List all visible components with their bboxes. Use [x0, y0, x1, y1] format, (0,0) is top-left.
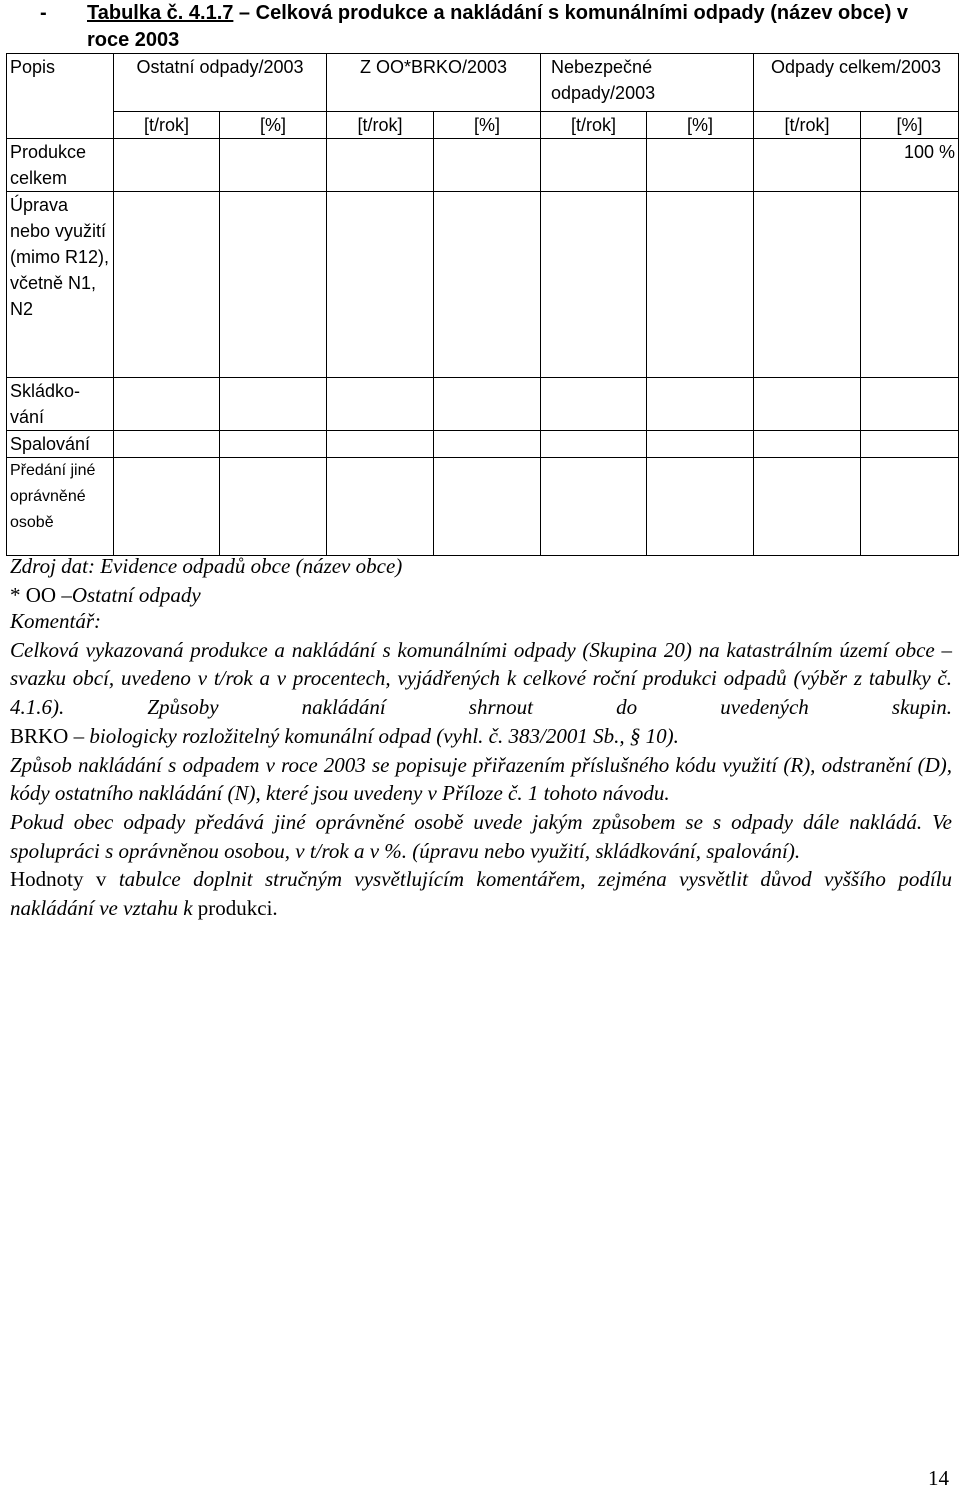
- source-note: [10, 552, 402, 610]
- table-cell: [861, 192, 959, 378]
- table-cell: [114, 139, 220, 192]
- comment-text: BRKO –: [10, 723, 85, 748]
- table-cell: [114, 378, 220, 431]
- table-cell: [647, 458, 754, 556]
- unit-cell: [t/rok]: [327, 112, 434, 139]
- comment-text: Celková vykazovaná produkce a nakládání s komunálními odpady (Skupina 20) na katastrálním území obce – svazku obcí, uvedeno v t/rok a v procentech, vyjádřených k celkové roční produkci odpadů (výběr z tabulky č. 4.1.6).: [10, 637, 952, 720]
- comment-paragraph: [10, 865, 952, 922]
- unit-cell: [%]: [647, 112, 754, 139]
- units-row: [7, 112, 959, 139]
- table-cell: [647, 431, 754, 458]
- footnote-text: Ostatní odpady: [71, 583, 201, 607]
- footnote-marker: * OO –: [10, 583, 72, 607]
- table-cell: [327, 458, 434, 556]
- caption-dash: -: [40, 2, 47, 24]
- caption-text: Celková produkce a nakládání s komunálními odpady (název obce) v roce 2003: [87, 2, 909, 51]
- row-label-uprava: Úprava nebo využití (mimo R12), včetně N1, N2: [7, 192, 114, 378]
- row-predani: [7, 458, 959, 556]
- row-label-skladkovani: Skládko-vání: [7, 378, 114, 431]
- table-cell: [327, 378, 434, 431]
- source-line: Zdroj dat: Evidence odpadů obce (název obce): [10, 554, 403, 578]
- table-cell: [114, 192, 220, 378]
- table-cell: [861, 431, 959, 458]
- row-spalovani: [7, 431, 959, 458]
- header-nebezpecne: Nebezpečné odpady/2003: [541, 54, 754, 112]
- table-cell: [434, 458, 541, 556]
- table-cell: [754, 431, 861, 458]
- header-brko: Z OO*BRKO/2003: [327, 54, 541, 112]
- table-cell: [434, 139, 541, 192]
- comment-text: Hodnoty v: [10, 867, 107, 892]
- header-ostatni: Ostatní odpady/2003: [114, 54, 327, 112]
- table-cell: [220, 139, 327, 192]
- header-celkem: Odpady celkem/2003: [754, 54, 959, 112]
- comment-text: biologicky rozložitelný komunální odpad (vyhl. č. 383/2001 Sb., § 10).: [89, 723, 679, 748]
- table-cell: [754, 458, 861, 556]
- table-cell: [541, 192, 647, 378]
- table-cell: [541, 431, 647, 458]
- unit-cell: [t/rok]: [754, 112, 861, 139]
- table-cell: [754, 192, 861, 378]
- table-cell: [434, 431, 541, 458]
- table-cell: [327, 431, 434, 458]
- row-produkce: [7, 139, 959, 192]
- comment-text: produkci.: [197, 896, 278, 921]
- row-label-spalovani: Spalování: [7, 431, 114, 458]
- waste-table: [6, 53, 959, 556]
- table-cell: [861, 458, 959, 556]
- unit-cell: [%]: [434, 112, 541, 139]
- table-cell: [434, 192, 541, 378]
- comment-text: tabulce doplnit stručným vysvětlujícím komentářem, zejména vysvětlit důvod vyššího podílu nakládání ve vztahu k: [10, 867, 952, 921]
- header-popis: Popis: [7, 54, 114, 139]
- comment-paragraph: [10, 636, 952, 722]
- table-cell: [647, 378, 754, 431]
- comment-paragraph: [10, 722, 952, 751]
- table-cell: [541, 378, 647, 431]
- row-label-produkce: Produkce celkem: [7, 139, 114, 192]
- header-row: [7, 54, 959, 112]
- comment-section: [10, 607, 952, 923]
- unit-cell: [t/rok]: [114, 112, 220, 139]
- table-cell: [327, 139, 434, 192]
- produkce-total-pct: 100 %: [861, 139, 959, 192]
- table-cell: [220, 192, 327, 378]
- comment-heading: Komentář:: [10, 609, 101, 633]
- comment-text: Způsoby nakládání shrnout do uvedených skupin.: [147, 695, 952, 720]
- comment-paragraph: Pokud obec odpady předává jiné oprávněné osobě uvede jakým způsobem se s odpady dále nakládá. Ve spolupráci s oprávněnou osobou, v t/rok a v %. (úpravu nebo využití, skládkování, spalování).: [10, 809, 952, 863]
- row-label-predani: Předání jiné oprávněné osobě: [7, 458, 114, 556]
- table-cell: [114, 431, 220, 458]
- table-cell: [541, 139, 647, 192]
- caption-number: Tabulka č. 4.1.7: [87, 2, 234, 24]
- unit-cell: [%]: [861, 112, 959, 139]
- table-cell: [861, 378, 959, 431]
- page-number: 14: [928, 1466, 949, 1490]
- table-cell: [220, 458, 327, 556]
- table-cell: [220, 378, 327, 431]
- comment-paragraph: Způsob nakládání s odpadem v roce 2003 se popisuje přiřazením příslušného kódu využití (R), odstranění (D), kódy ostatního nakládání (N), které jsou uvedeny v Příloze č. 1 tohoto návodu.: [10, 752, 952, 806]
- table-cell: [327, 192, 434, 378]
- table-cell: [754, 378, 861, 431]
- table-cell: [541, 458, 647, 556]
- unit-cell: [t/rok]: [541, 112, 647, 139]
- table-caption: - Tabulka č. 4.1.7 – Celková produkce a nakládání s komunálními odpady (název obce) v roce 2003: [40, 2, 909, 51]
- table-cell: [647, 192, 754, 378]
- table-cell: [647, 139, 754, 192]
- table-cell: [220, 431, 327, 458]
- row-uprava: [7, 192, 959, 378]
- unit-cell: [%]: [220, 112, 327, 139]
- table-cell: [754, 139, 861, 192]
- row-skladkovani: [7, 378, 959, 431]
- table-cell: [114, 458, 220, 556]
- table-cell: [434, 378, 541, 431]
